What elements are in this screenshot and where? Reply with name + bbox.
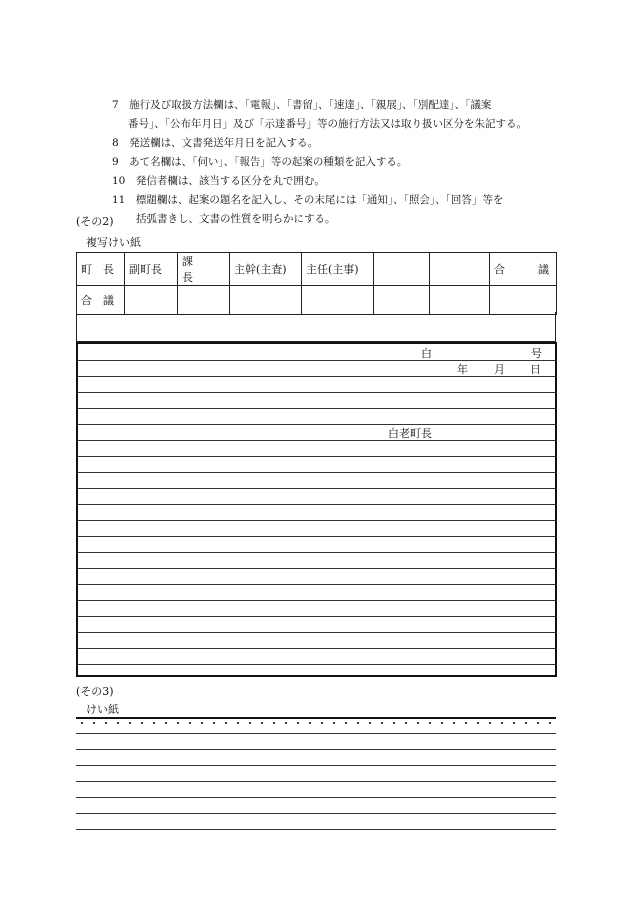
approval-header-row (77, 253, 557, 286)
ruled-line (78, 632, 555, 633)
ruled-line (78, 488, 555, 489)
keishi-top-border (76, 717, 556, 719)
approval-comment-row (76, 312, 556, 342)
keishi-dot-row (76, 720, 556, 726)
ruled-line (78, 648, 555, 649)
section3-heading: (その3) (76, 685, 114, 698)
ruled-line (78, 504, 555, 505)
approval-cell-aigi: 合 議 (490, 253, 557, 286)
keishi-line (76, 813, 556, 814)
keishi-line (76, 797, 556, 798)
ruled-line (78, 664, 555, 665)
approval-cell-blank-1 (374, 253, 430, 286)
keishi-line (76, 749, 556, 750)
approval-cell-shukan: 主幹(主査) (230, 253, 302, 286)
date-month: 月 (494, 363, 505, 376)
ruled-line (78, 456, 555, 457)
note-9: 9 あて名欄は、「伺い」、「報告」等の起案の種類を記入する。 (112, 156, 408, 168)
approval-cell-aigi-label: 合 議 (77, 286, 125, 315)
stamp-box (374, 286, 430, 315)
section2-title: 複写けい紙 (86, 236, 141, 249)
ruled-line (78, 520, 555, 521)
note-8: 8 発送欄は、文書発送年月日を記入する。 (112, 137, 319, 149)
keishi-line (76, 765, 556, 766)
doc-number-prefix: 白 (421, 347, 432, 360)
doc-number-suffix: 号 (531, 347, 542, 360)
ruled-line (78, 584, 555, 585)
ruled-line (78, 424, 555, 425)
approval-cell-kacho: 課 長 (178, 253, 230, 286)
ruled-line (78, 552, 555, 553)
copy-ruled-sheet (76, 342, 557, 677)
stamp-box (430, 286, 490, 315)
approval-cell-blank-2 (430, 253, 490, 286)
date-day: 日 (530, 363, 541, 376)
date-year: 年 (457, 363, 468, 376)
stamp-box (230, 286, 302, 315)
keishi-line (76, 733, 556, 734)
note-11: 11 標題欄は、起案の題名を記入し、その末尾には「通知」、「照会」、「回答」等を (112, 194, 504, 206)
ruled-line (78, 408, 555, 409)
keishi-line (76, 829, 556, 830)
approval-cell-fukuchocho: 副町長 (125, 253, 178, 286)
ruled-line (78, 472, 555, 473)
stamp-box (490, 286, 557, 315)
ruled-line (78, 600, 555, 601)
ruled-line (78, 360, 555, 361)
stamp-box (178, 286, 230, 315)
stamp-box (125, 286, 178, 315)
note-7: 7 施行及び取扱方法欄は、「電報」、「書留」、「速達」、「親展」、「別配達」、「議案 (112, 99, 492, 111)
note-10: 10 発信者欄は、該当する区分を丸で囲む。 (112, 175, 325, 187)
section2-heading: (その2) (76, 215, 114, 228)
section3-title: けい紙 (86, 703, 119, 716)
approval-table (76, 252, 557, 315)
sender-name: 白老町長 (388, 427, 432, 440)
note-7-cont: 番号」、「公布年月日」及び「示達番号」等の施行方法又は取り扱い区分を朱記する。 (128, 118, 527, 130)
ruled-line (78, 536, 555, 537)
instruction-notes (112, 96, 562, 229)
approval-cell-chocho: 町 長 (77, 253, 125, 286)
keishi-line (76, 781, 556, 782)
ruled-line (78, 616, 555, 617)
ruled-line (78, 376, 555, 377)
ruled-line (78, 568, 555, 569)
approval-cell-shunin: 主任(主事) (302, 253, 374, 286)
approval-stamp-row (77, 286, 557, 315)
stamp-box (302, 286, 374, 315)
ruled-line (78, 392, 555, 393)
note-11-cont: 括弧書きし、文書の性質を明らかにする。 (136, 213, 336, 225)
ruled-line (78, 440, 555, 441)
